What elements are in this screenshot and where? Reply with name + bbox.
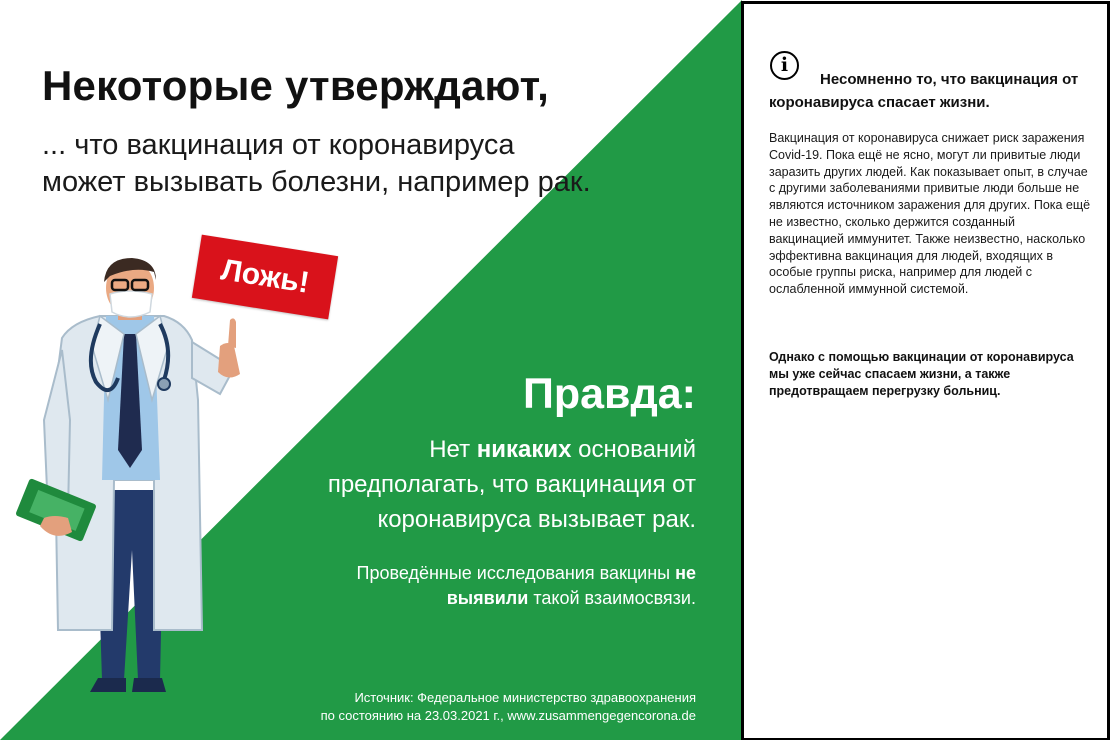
claim-text: ... что вакцинация от коронавируса может вызывать болезни, например рак. [42,129,591,198]
source-text [236,689,696,725]
info-body: Вакцинация от коронавируса снижает риск заражения Covid-19. Пока ещё не ясно, могут ли привитые люди заразить других людей. Как показывает опыт, в случае с другими заболеваниями привитые люди больше не являются источником заражения для других. Пока ещё не известно, сколько держится созданный вакцинацией иммунитет. Также неизвестно, насколько эффективна вакцинация для людей, входящих в особые группы риска, например для людей с ослабленной иммунной системой. [769,131,1091,297]
research-text-before: Проведённые исследования вакцины [356,563,676,583]
info-panel [741,1,1110,740]
research-text-bold: не выявили [446,563,696,608]
truth-heading: Правда: [522,370,696,418]
truth-text-bold: никаких [476,436,572,463]
truth-text-after: оснований предполагать, что вакцинация от коронавируса вызывает рак. [327,436,696,533]
research-text-after: такой взаимосвязи. [528,588,696,608]
doctor-hand-pointing [218,343,240,378]
truth-text [276,432,696,537]
doctor-illustration [14,250,254,740]
claim-title: Некоторые утверждают, [42,62,550,109]
doctor-shoe-left [90,678,126,692]
truth-text-before: Нет [429,436,477,463]
info-conclusion: Однако с помощью вакцинации от коронавируса мы уже сейчас спасаем жизни, а также предотвращаем перегрузку больниц. [769,350,1074,398]
source-line-2: по состоянию на 23.03.2021 г., www.zusammengegencorona.de [320,708,696,723]
false-stamp-label: Ложь! [218,253,312,300]
source-line-1: Источник: Федеральное министерство здравоохранения [354,690,696,705]
face-mask [110,291,152,317]
info-heading: Несомненно то, что вакцинация от коронавируса спасает жизни. [769,71,1079,111]
info-icon-glyph: i [780,54,789,76]
doctor-shoe-right [132,678,166,692]
research-text [276,561,696,611]
